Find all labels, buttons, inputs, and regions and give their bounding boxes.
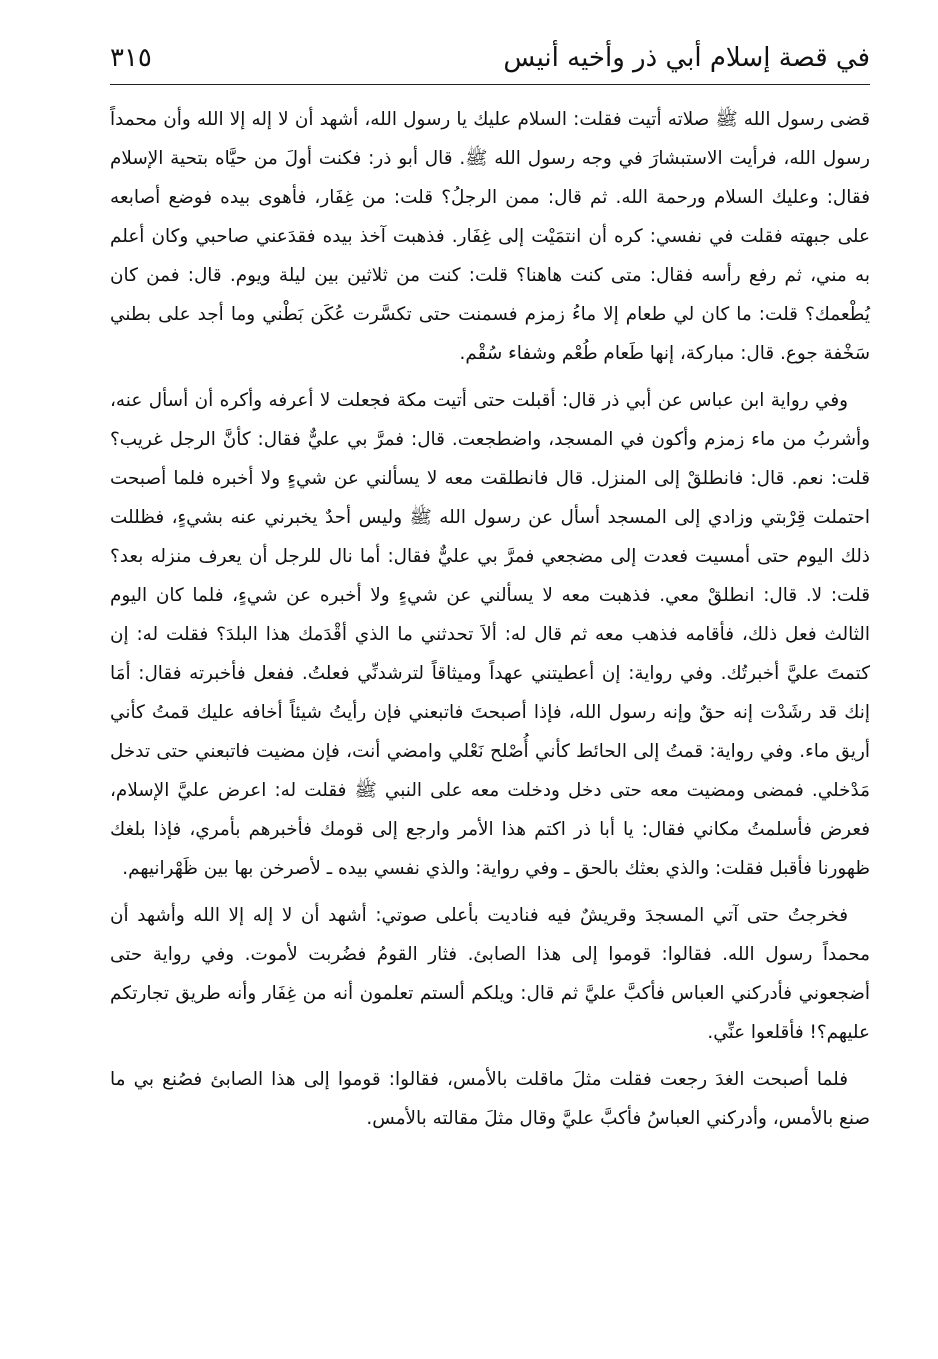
header-rule <box>110 84 870 85</box>
paragraph-2: وفي رواية ابن عباس عن أبي ذر قال: أقبلت حتى أتيت مكة فجعلت لا أعرفه وأكره أن أسأل عنه، وأشربُ من ماء زمزم وأكون في المسجد، واضطجعت. قال: فمرَّ بي عليٌّ فقال: كأنَّ الرجل غريب؟ قلت: نعم. قال: فانطلقْ إلى المنزل. قال فانطلقت معه لا يسألني عن شيءٍ ولا أخبره فلما أصبحت احتملت قِرْبتي وزادي إلى المسجد أسأل عن رسول الله ﷺ وليس أحدٌ يخبرني عنه بشيءٍ، فظللت ذلك اليوم حتى أمسيت فعدت إلى مضجعي فمرَّ بي عليٌّ فقال: أما نال للرجل أن يعرف منزله بعد؟ قلت: لا. قال: انطلقْ معي. فذهبت معه لا يسألني عن شيءٍ ولا أخبره عن شيءٍ، فلما كان اليوم الثالث فعل ذلك، فأقامه فذهب معه ثم قال له: ألاَ تحدثني ما الذي أقْدَمك هذا البلدَ؟ فقلت له: إن كتمتَ عليَّ أخبرتُك. وفي رواية: إن أعطيتني عهداً وميثاقاً لترشدنِّي فعلتُ. ففعل فأخبرته فقال: أمَا إنك قد رشَدْت إنه حقٌ وإنه رسول الله، فإذا أصبحتَ فاتبعني فإن رأيتُ شيئاً أخافه عليك قمتُ كأني أريق ماء. وفي رواية: قمتُ إلى الحائط كأني أُصْلح نَعْلي وامضي أنت، فإن مضيت فاتبعني حتى تدخل مَدْخلي. فمضى ومضيت معه حتى دخل ودخلت معه على النبي ﷺ فقلت له: اعرض عليَّ الإسلام، فعرض فأسلمتُ مكاني فقال: يا أبا ذر اكتم هذا الأمر وارجع إلى قومك فأخبرهم بأمري، فإذا بلغك ظهورنا فأقبل فقلت: والذي بعثك بالحق ـ وفي رواية: والذي نفسي بيده ـ لأصرخن بها بين ظَهْرانيهم. <box>110 390 870 879</box>
paragraph-3: فخرجتُ حتى آتي المسجدَ وقريشٌ فيه فناديت بأعلى صوتي: أشهد أن لا إله إلا الله وأشهد أن محمداً رسول الله. فقالوا: قوموا إلى هذا الصابئ. فثار القومُ فضُربت لأموت. وفي رواية حتى أضجعوني فأدركني العباس فأكبَّ عليَّ ثم قال: ويلكم ألستم تعلمون أنه من غِفَار وأنه طريق تجارتكم عليهم؟! فأقلعوا عنِّي. <box>110 905 870 1043</box>
running-header <box>110 38 870 78</box>
page-number: ٣١٥ <box>110 43 152 73</box>
body-text <box>110 100 870 1138</box>
paragraph-1: قضى رسول الله ﷺ صلاته أتيت فقلت: السلام عليك يا رسول الله، أشهد أن لا إله إلا الله وأن محمداً رسول الله، فرأيت الاستبشارَ في وجه رسول الله ﷺ. قال أبو ذر: فكنت أولَ من حيَّاه بتحية الإسلام فقال: وعليك السلام ورحمة الله. ثم قال: ممن الرجلُ؟ قلت: من غِفَار، فأهوى بيده فوضع أصابعه على جبهته فقلت في نفسي: كره أن انتمَيْت إلى غِفَار. فذهبت آخذ بيده فقدَعني صاحبي وكان أعلم به مني، ثم رفع رأسه فقال: متى كنت هاهنا؟ قلت: كنت من ثلاثين بين ليلة ويوم. قال: فمن كان يُطْعمك؟ قلت: ما كان لي طعام إلا ماءُ زمزم فسمنت حتى تكسَّرت عُكَن بَطْني وما أجد على بطني سَخْفة جوع. قال: مباركة، إنها طَعام طُعْم وشفاء سُقْم. <box>110 109 870 364</box>
running-title: في قصة إسلام أبي ذر وأخيه أنيس <box>503 43 870 73</box>
paragraph-4: فلما أصبحت الغدَ رجعت فقلت مثلَ ماقلت بالأمس، فقالوا: قوموا إلى هذا الصابئ فصُنع بي ما صنع بالأمس، وأدركني العباسُ فأكبَّ عليَّ وقال مثلَ مقالته بالأمس. <box>110 1069 870 1129</box>
